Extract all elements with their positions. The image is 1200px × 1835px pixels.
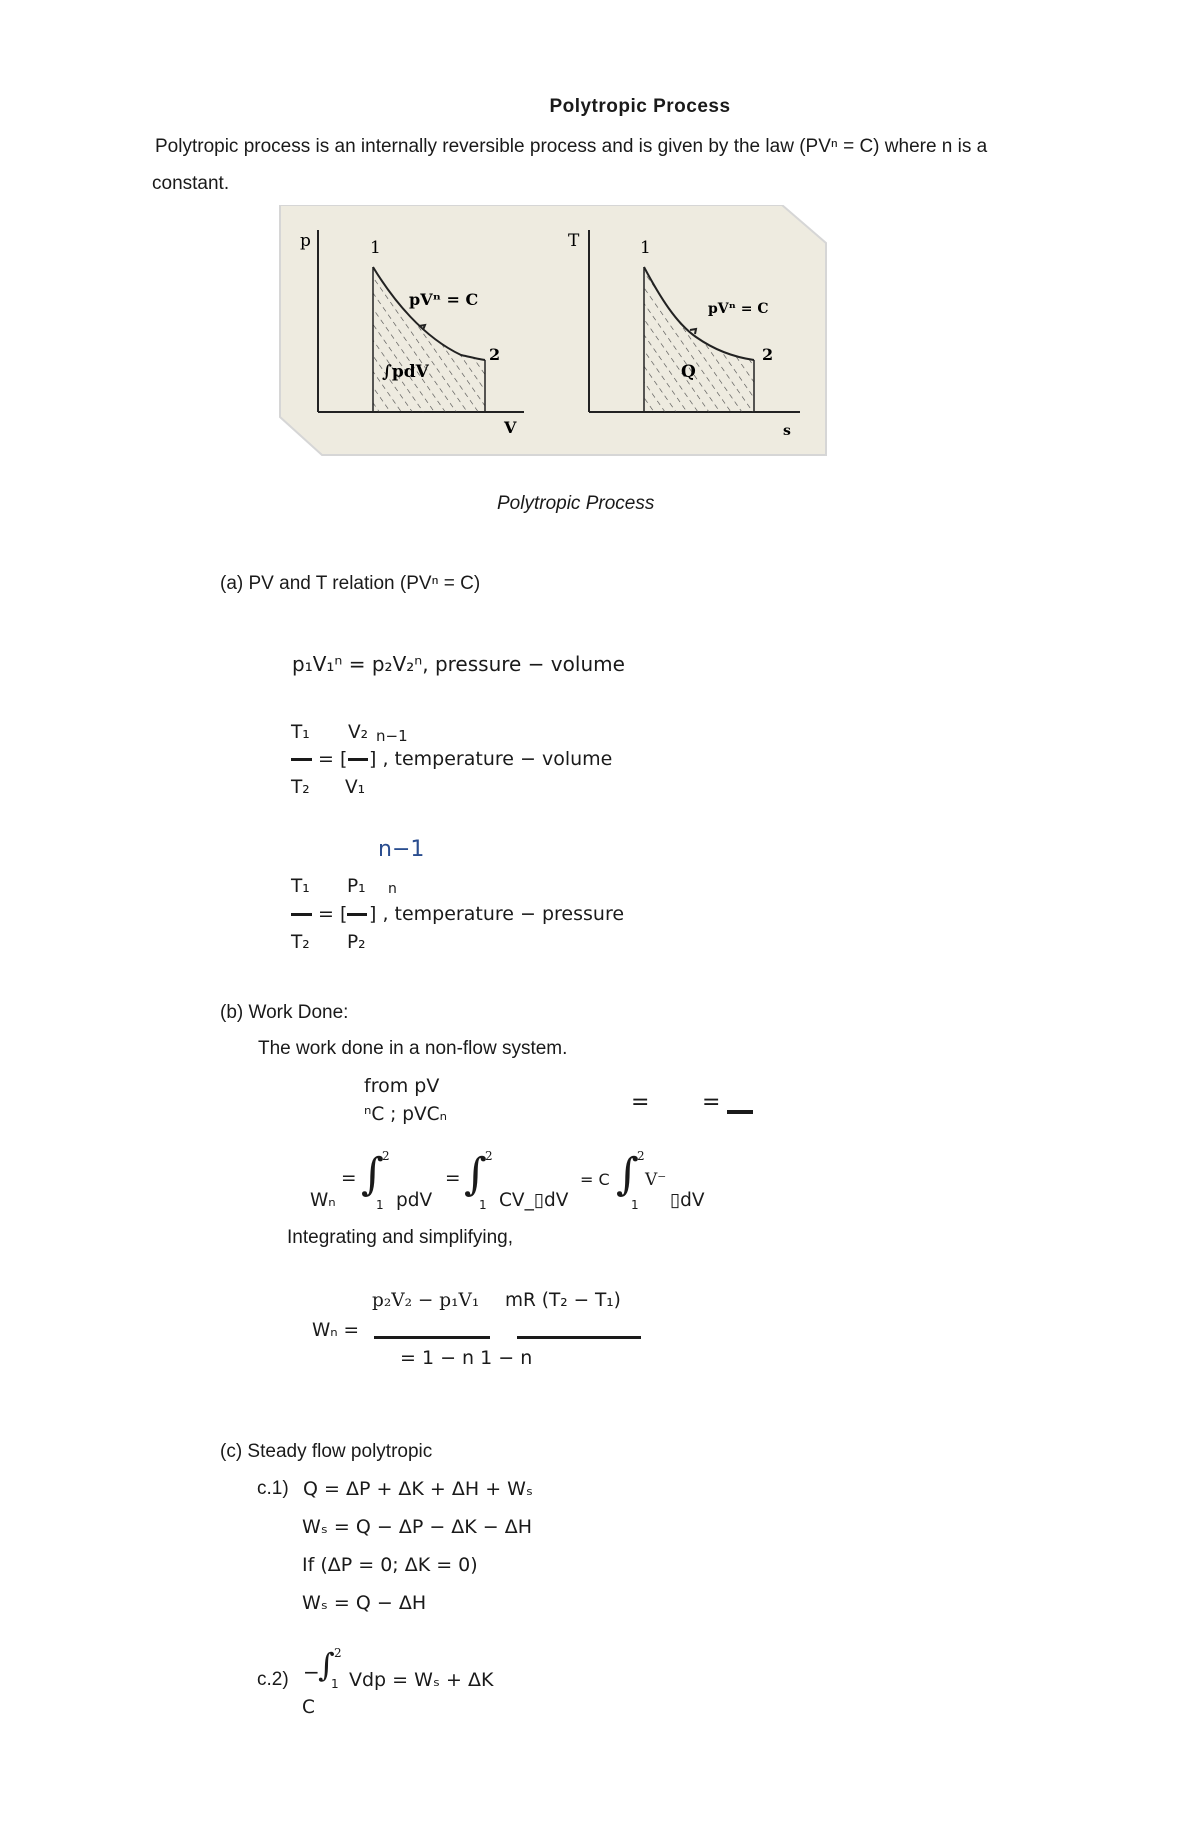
int-lower: 1	[631, 1198, 639, 1212]
equals-b: =	[702, 1090, 721, 1115]
fraction-bar	[348, 758, 368, 761]
curve-label-pv: pVⁿ = C	[409, 290, 479, 309]
tv-exponent: n−1	[376, 727, 408, 745]
tv-open: = [	[318, 748, 348, 770]
integral-pdv-label: ∫pdV	[382, 362, 429, 382]
curve-label-ts: pVⁿ = C	[708, 301, 769, 317]
tp-open: = [	[318, 903, 348, 925]
fraction-bar	[291, 758, 312, 761]
int-upper: 2	[382, 1149, 390, 1163]
tv-v1: V₁	[345, 777, 366, 798]
heat-q-label: Q	[681, 362, 696, 382]
ts-state2-label: 2	[762, 345, 774, 364]
tp-t2: T₂	[291, 932, 310, 953]
state2-label: 2	[489, 345, 501, 364]
int-lower: 1	[376, 1198, 384, 1212]
page-title: Polytropic Process	[549, 96, 731, 117]
c1-line-1: Q = ΔP + ΔK + ΔH + Wₛ	[303, 1478, 534, 1500]
tp-exponent-large: n−1	[378, 837, 425, 862]
figure-frame	[280, 205, 826, 455]
int3-tail: ▯dV	[670, 1190, 705, 1211]
int3-body: V⁻	[645, 1170, 667, 1190]
c1-line-2: Wₛ = Q − ΔP − ΔK − ΔH	[302, 1516, 533, 1538]
polytropic-figure	[278, 205, 828, 457]
c2-label: c.2)	[257, 1669, 289, 1690]
tv-t1: T₁	[291, 722, 310, 743]
tv-v2: V₂	[348, 722, 369, 743]
tp-p2: P₂	[347, 932, 366, 953]
w2-label: Wₙ =	[312, 1320, 360, 1341]
c2-minus: −	[303, 1660, 320, 1684]
tv-rest: ] , temperature − volume	[369, 748, 613, 770]
intro-line-1: Polytropic process is an internally reversible process and is given by the law (PVⁿ = C) where n is a	[155, 136, 988, 157]
c1-label: c.1)	[257, 1478, 289, 1499]
section-a-heading: (a) PV and T relation (PVⁿ = C)	[220, 573, 481, 594]
denominator: = 1 − n 1 − n	[400, 1347, 533, 1369]
fraction-bar	[347, 913, 367, 916]
eq-sign-3: = C	[580, 1170, 610, 1189]
tv-t2: T₂	[291, 777, 310, 798]
integral-sign-icon: ∫	[616, 1149, 639, 1200]
eq-sign-1: =	[341, 1168, 357, 1189]
dash-bar	[727, 1110, 753, 1114]
tp-exponent-n: n	[388, 881, 397, 897]
tp-p1: P₁	[347, 876, 366, 897]
int1-body: pdV	[396, 1190, 433, 1211]
tp-rest: ] , temperature − pressure	[369, 903, 625, 925]
int-upper: 2	[637, 1149, 645, 1163]
fraction-bar-1	[374, 1336, 490, 1339]
simplify-text: Integrating and simplifying,	[287, 1227, 514, 1248]
c1-line-3: If (ΔP = 0; ΔK = 0)	[302, 1554, 478, 1576]
equals-a: =	[631, 1090, 650, 1115]
ts-state1-label: 1	[640, 238, 651, 258]
polytropic-diagram	[278, 205, 828, 457]
intro-line-2: constant.	[152, 173, 230, 194]
eq-sign-2: =	[445, 1168, 461, 1189]
int-upper: 2	[485, 1149, 493, 1163]
c2-lower: 1	[331, 1677, 339, 1691]
w-label: Wₙ	[310, 1190, 336, 1211]
state1-label: 1	[370, 238, 381, 258]
section-b-heading: (b) Work Done:	[220, 1002, 349, 1023]
from-pv: from pV	[364, 1075, 440, 1097]
p-axis-label: p	[300, 231, 311, 251]
c2-upper: 2	[334, 1646, 342, 1660]
c2-c: C	[302, 1697, 315, 1718]
tp-t1: T₁	[291, 876, 310, 897]
fraction-bar-2	[517, 1336, 641, 1339]
fraction-bar	[291, 913, 312, 916]
numerator-1: p₂V₂ − p₁V₁	[372, 1290, 480, 1311]
int-lower: 1	[479, 1198, 487, 1212]
s-axis-label: s	[783, 423, 791, 439]
integral-sign-icon: ∫	[318, 1646, 335, 1684]
pv-relation: p₁V₁ⁿ = p₂V₂ⁿ, pressure − volume	[292, 652, 625, 676]
integral-sign-icon: ∫	[464, 1149, 487, 1200]
c1-line-4: Wₛ = Q − ΔH	[302, 1592, 427, 1614]
c2-body: Vdp = Wₛ + ΔK	[349, 1669, 494, 1691]
figure-caption: Polytropic Process	[497, 493, 655, 514]
numerator-2: mR (T₂ − T₁)	[505, 1290, 621, 1311]
pvc-line: ⁿC ; pVCₙ	[364, 1104, 447, 1125]
int2-body: CV_▯dV	[499, 1190, 569, 1211]
work-intro: The work done in a non-flow system.	[258, 1038, 568, 1059]
section-c-heading: (c) Steady flow polytropic	[220, 1441, 433, 1462]
v-axis-label: V	[504, 418, 517, 437]
t-axis-label: T	[568, 231, 580, 251]
integral-sign-icon: ∫	[361, 1149, 384, 1200]
